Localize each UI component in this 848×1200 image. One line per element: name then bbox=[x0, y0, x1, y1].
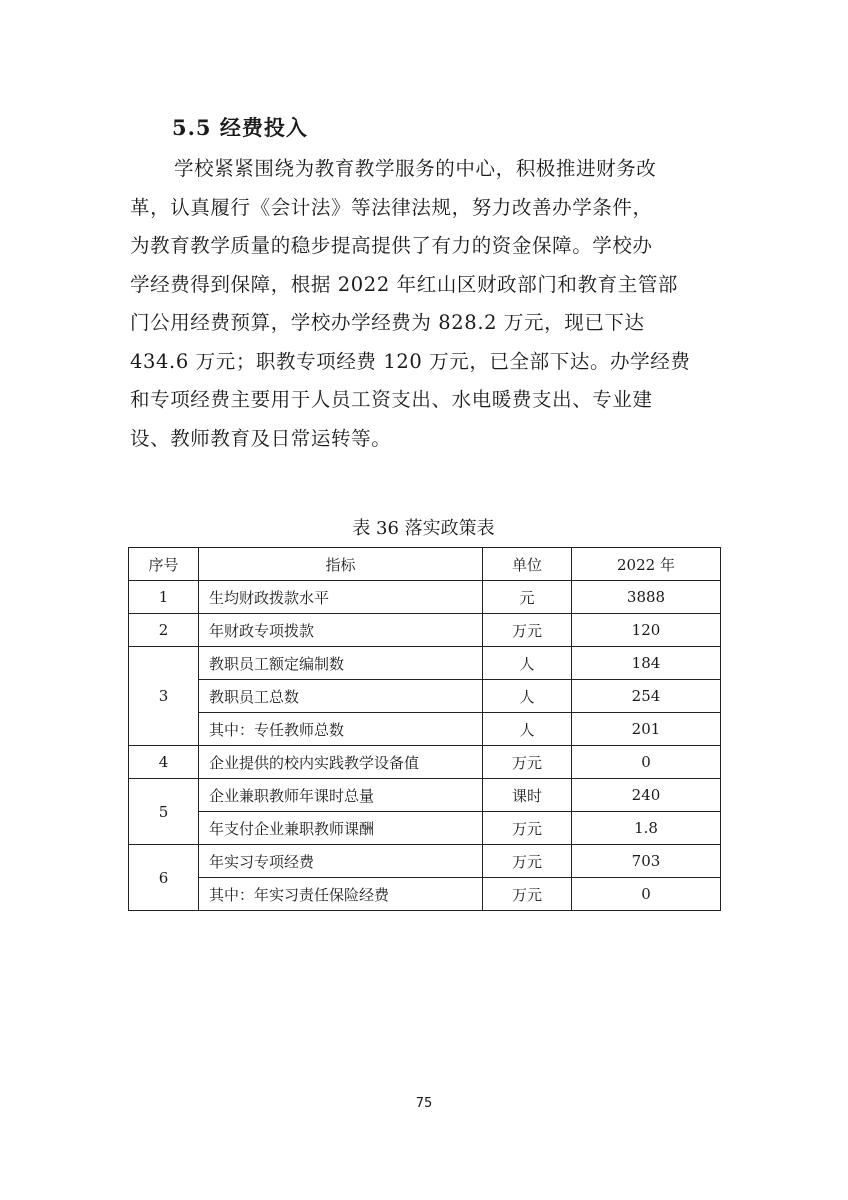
row-indicator: 教职员工总数 bbox=[199, 680, 483, 713]
row-unit: 万元 bbox=[483, 878, 572, 911]
row-unit: 元 bbox=[483, 581, 572, 614]
row-indicator: 企业提供的校内实践教学设备值 bbox=[199, 746, 483, 779]
paragraph-line: 学校紧紧围绕为教育教学服务的中心，积极推进财务改 bbox=[174, 157, 657, 180]
table-row bbox=[129, 614, 721, 647]
row-value: 254 bbox=[572, 680, 721, 713]
row-no: 1 bbox=[129, 581, 199, 614]
paragraph-line: 门公用经费预算，学校办学经费为 828.2 万元，现已下达 bbox=[130, 311, 645, 334]
table-row bbox=[129, 713, 721, 746]
table-row bbox=[129, 647, 721, 680]
row-indicator: 年支付企业兼职教师课酬 bbox=[199, 812, 483, 845]
policy-table bbox=[128, 547, 721, 911]
row-no: 5 bbox=[129, 779, 199, 845]
paragraph-line: 学经费得到保障，根据 2022 年红山区财政部门和教育主管部 bbox=[130, 272, 679, 296]
paragraph-line: 为教育教学质量的稳步提高提供了有力的资金保障。学校办 bbox=[130, 234, 653, 257]
row-value: 0 bbox=[572, 746, 721, 779]
row-unit: 人 bbox=[483, 713, 572, 746]
body-paragraph bbox=[130, 150, 720, 458]
row-indicator: 年财政专项拨款 bbox=[199, 614, 483, 647]
paragraph-line: 434.6 万元；职教专项经费 120 万元，已全部下达。办学经费 bbox=[130, 349, 691, 373]
row-value: 201 bbox=[572, 713, 721, 746]
table-header-row bbox=[129, 548, 721, 581]
row-value: 184 bbox=[572, 647, 721, 680]
page-number: 75 bbox=[415, 1096, 433, 1111]
table-row bbox=[129, 680, 721, 713]
row-indicator: 企业兼职教师年课时总量 bbox=[199, 779, 483, 812]
row-value: 3888 bbox=[572, 581, 721, 614]
row-unit: 课时 bbox=[483, 779, 572, 812]
row-no: 2 bbox=[129, 614, 199, 647]
row-value: 1.8 bbox=[572, 812, 721, 845]
table-row bbox=[129, 845, 721, 878]
header-unit: 单位 bbox=[483, 548, 572, 581]
paragraph-line: 革，认真履行《会计法》等法律法规，努力改善办学条件， bbox=[130, 195, 653, 219]
row-indicator: 其中：专任教师总数 bbox=[199, 713, 483, 746]
row-indicator: 年实习专项经费 bbox=[199, 845, 483, 878]
row-unit: 万元 bbox=[483, 812, 572, 845]
table-row bbox=[129, 581, 721, 614]
row-value: 240 bbox=[572, 779, 721, 812]
header-indicator: 指标 bbox=[199, 548, 483, 581]
paragraph-line: 设、教师教育及日常运转等。 bbox=[130, 426, 392, 450]
row-indicator: 生均财政拨款水平 bbox=[199, 581, 483, 614]
section-title: 5.5 经费投入 bbox=[172, 115, 308, 140]
row-value: 120 bbox=[572, 614, 721, 647]
row-unit: 万元 bbox=[483, 845, 572, 878]
row-no: 3 bbox=[129, 647, 199, 746]
row-indicator: 其中：年实习责任保险经费 bbox=[199, 878, 483, 911]
row-unit: 人 bbox=[483, 680, 572, 713]
table-row bbox=[129, 812, 721, 845]
row-value: 703 bbox=[572, 845, 721, 878]
header-no: 序号 bbox=[129, 548, 199, 581]
row-unit: 万元 bbox=[483, 614, 572, 647]
row-unit: 万元 bbox=[483, 746, 572, 779]
row-no: 6 bbox=[129, 845, 199, 911]
table-caption: 表 36 落实政策表 bbox=[352, 518, 495, 539]
row-unit: 人 bbox=[483, 647, 572, 680]
table-row bbox=[129, 779, 721, 812]
header-year: 2022 年 bbox=[572, 548, 721, 581]
row-no: 4 bbox=[129, 746, 199, 779]
row-indicator: 教职员工额定编制数 bbox=[199, 647, 483, 680]
paragraph-line: 和专项经费主要用于人员工资支出、水电暖费支出、专业建 bbox=[130, 388, 653, 411]
table-row bbox=[129, 878, 721, 911]
table-row bbox=[129, 746, 721, 779]
row-value: 0 bbox=[572, 878, 721, 911]
